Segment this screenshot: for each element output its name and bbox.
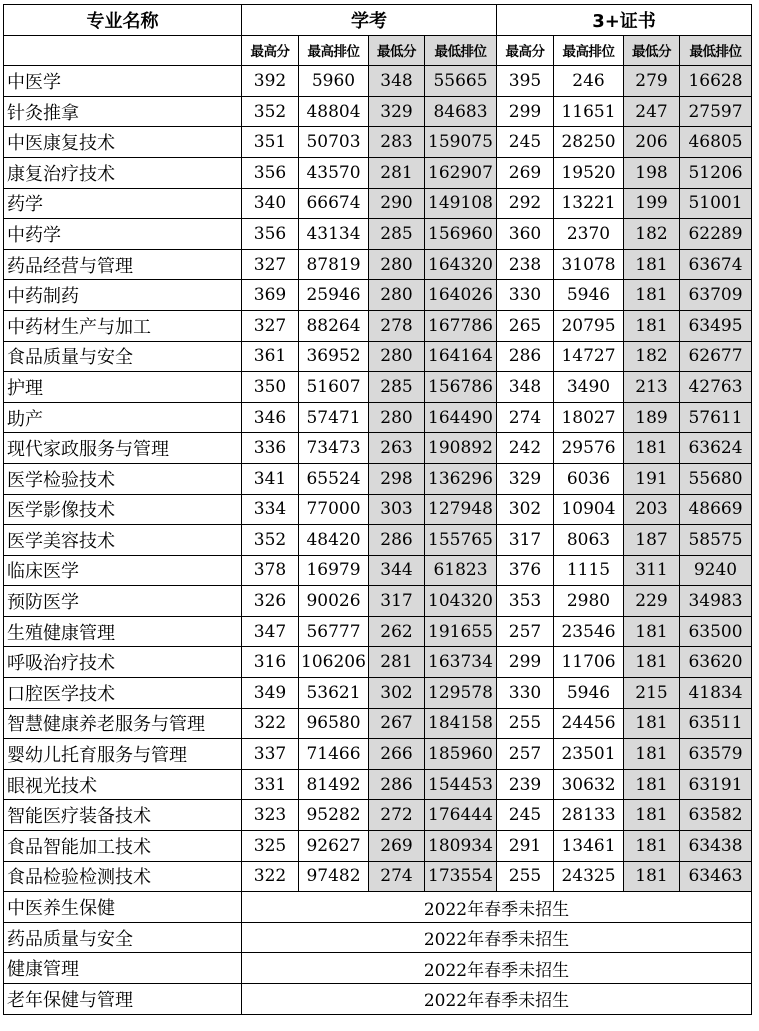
cert-max-rank-cell: 2370 — [554, 219, 624, 250]
cert-min-rank-cell: 41834 — [680, 678, 752, 709]
cert-min-rank-cell: 63500 — [680, 616, 752, 647]
xuekao-min-rank-cell: 162907 — [425, 157, 497, 188]
major-name-cell: 中医学 — [4, 66, 242, 97]
cert-min-rank-cell: 63620 — [680, 647, 752, 678]
cert-max-score-cell: 245 — [497, 800, 554, 831]
cert-max-rank-cell: 24456 — [554, 708, 624, 739]
table-row — [4, 678, 752, 709]
table-row — [4, 249, 752, 280]
xuekao-max-score-cell: 322 — [242, 708, 299, 739]
cert-max-rank-cell: 8063 — [554, 525, 624, 556]
cert-min-rank-cell: 57611 — [680, 402, 752, 433]
cert-min-score-cell: 181 — [624, 831, 680, 862]
cert-min-rank-cell: 63582 — [680, 800, 752, 831]
cert-max-rank-cell: 246 — [554, 66, 624, 97]
xuekao-min-score-cell: 267 — [369, 708, 425, 739]
cert-max-rank-cell: 18027 — [554, 402, 624, 433]
xuekao-max-score-cell: 369 — [242, 280, 299, 311]
xuekao-max-rank-cell: 48804 — [299, 96, 369, 127]
xuekao-max-score-cell: 352 — [242, 96, 299, 127]
xuekao-max-score-cell: 334 — [242, 494, 299, 525]
cert-min-rank-cell: 27597 — [680, 96, 752, 127]
cert-max-score-cell: 257 — [497, 739, 554, 770]
xuekao-group-header: 学考 — [242, 5, 497, 36]
cert-max-rank-cell: 30632 — [554, 769, 624, 800]
major-name-cell: 食品智能加工技术 — [4, 831, 242, 862]
xuekao-min-score-cell: 263 — [369, 433, 425, 464]
xuekao-min-score-cell: 280 — [369, 341, 425, 372]
cert-min-score-cell: 203 — [624, 494, 680, 525]
cert-min-score-cell: 181 — [624, 739, 680, 770]
cert-max-rank-cell: 29576 — [554, 433, 624, 464]
cert-max-score-cell: 330 — [497, 678, 554, 709]
cert-max-score-cell: 242 — [497, 433, 554, 464]
table-row — [4, 616, 752, 647]
major-name-cell: 食品质量与安全 — [4, 341, 242, 372]
cert-max-score-cell: 360 — [497, 219, 554, 250]
xuekao-min-rank-cell: 176444 — [425, 800, 497, 831]
table-row — [4, 555, 752, 586]
table-row — [4, 433, 752, 464]
major-name-cell: 康复治疗技术 — [4, 157, 242, 188]
cert-min-rank-cell: 62289 — [680, 219, 752, 250]
cert-max-rank-cell: 5946 — [554, 280, 624, 311]
major-name-header: 专业名称 — [4, 5, 242, 36]
cert-min-score-cell: 206 — [624, 127, 680, 158]
xuekao-max-rank-cell: 92627 — [299, 831, 369, 862]
xuekao-max-rank-cell: 16979 — [299, 555, 369, 586]
xuekao-max-rank-cell: 48420 — [299, 525, 369, 556]
major-name-cell: 医学美容技术 — [4, 525, 242, 556]
cert-max-score-cell: 255 — [497, 861, 554, 892]
cert-min-score-cell: 181 — [624, 861, 680, 892]
major-name-cell: 中药学 — [4, 219, 242, 250]
cert-min-rank-cell: 63495 — [680, 310, 752, 341]
cert-max-score-cell: 245 — [497, 127, 554, 158]
xuekao-max-score-cell: 323 — [242, 800, 299, 831]
cert-min-score-cell: 181 — [624, 769, 680, 800]
xuekao-max-score-cell: 341 — [242, 463, 299, 494]
xuekao-max-rank-cell: 97482 — [299, 861, 369, 892]
xuekao-min-score-cell: 285 — [369, 372, 425, 403]
cert-min-rank-cell: 51206 — [680, 157, 752, 188]
xuekao-min-rank-cell: 154453 — [425, 769, 497, 800]
admission-scores-table — [3, 4, 752, 1015]
cert-max-rank-cell: 5946 — [554, 678, 624, 709]
xuekao-min-score-cell: 302 — [369, 678, 425, 709]
cert-min-rank-cell: 58575 — [680, 525, 752, 556]
cert-max-score-cell: 292 — [497, 188, 554, 219]
cert-max-score-cell: 317 — [497, 525, 554, 556]
xuekao-min-rank-cell: 164490 — [425, 402, 497, 433]
cert-min-score-cell: 247 — [624, 96, 680, 127]
major-name-cell: 老年保健与管理 — [4, 984, 242, 1015]
xuekao-max-rank-cell: 81492 — [299, 769, 369, 800]
table-row — [4, 463, 752, 494]
xuekao-max-rank-cell: 90026 — [299, 586, 369, 617]
xuekao-min-score-cell: 298 — [369, 463, 425, 494]
table-row — [4, 157, 752, 188]
xuekao-min-score-cell: 286 — [369, 769, 425, 800]
xuekao-min-rank-cell: 155765 — [425, 525, 497, 556]
table-row — [4, 188, 752, 219]
cert-min-rank-header: 最低排位 — [680, 35, 752, 66]
cert-max-rank-cell: 10904 — [554, 494, 624, 525]
major-name-cell: 现代家政服务与管理 — [4, 433, 242, 464]
cert-max-rank-cell: 20795 — [554, 310, 624, 341]
xuekao-min-score-cell: 283 — [369, 127, 425, 158]
xuekao-min-score-cell: 290 — [369, 188, 425, 219]
cert-max-score-cell: 395 — [497, 66, 554, 97]
cert-max-score-cell: 255 — [497, 708, 554, 739]
unrecruited-row — [4, 984, 752, 1015]
table-row — [4, 127, 752, 158]
cert-max-score-cell: 238 — [497, 249, 554, 280]
cert-max-score-cell: 239 — [497, 769, 554, 800]
xuekao-max-score-cell: 350 — [242, 372, 299, 403]
xuekao-min-rank-cell: 185960 — [425, 739, 497, 770]
major-name-cell: 中药制药 — [4, 280, 242, 311]
xuekao-max-score-cell: 326 — [242, 586, 299, 617]
xuekao-min-rank-cell: 61823 — [425, 555, 497, 586]
xuekao-max-score-cell: 322 — [242, 861, 299, 892]
cert-min-rank-cell: 63674 — [680, 249, 752, 280]
xuekao-max-rank-cell: 51607 — [299, 372, 369, 403]
cert-min-score-cell: 189 — [624, 402, 680, 433]
xuekao-min-rank-cell: 164164 — [425, 341, 497, 372]
cert-min-score-cell: 181 — [624, 433, 680, 464]
cert-min-rank-cell: 48669 — [680, 494, 752, 525]
xuekao-max-rank-cell: 96580 — [299, 708, 369, 739]
xuekao-max-rank-cell: 65524 — [299, 463, 369, 494]
cert-min-score-cell: 182 — [624, 341, 680, 372]
xuekao-max-score-cell: 351 — [242, 127, 299, 158]
cert-max-score-cell: 286 — [497, 341, 554, 372]
xuekao-max-rank-cell: 53621 — [299, 678, 369, 709]
xuekao-min-rank-cell: 159075 — [425, 127, 497, 158]
xuekao-min-rank-cell: 149108 — [425, 188, 497, 219]
xuekao-max-score-cell: 336 — [242, 433, 299, 464]
table-row — [4, 402, 752, 433]
xuekao-min-score-cell: 274 — [369, 861, 425, 892]
table-row — [4, 831, 752, 862]
cert-min-rank-cell: 9240 — [680, 555, 752, 586]
xuekao-max-score-cell: 347 — [242, 616, 299, 647]
xuekao-max-rank-cell: 71466 — [299, 739, 369, 770]
not-recruited-note: 2022年春季未招生 — [242, 953, 752, 984]
major-name-cell: 中药材生产与加工 — [4, 310, 242, 341]
cert-min-rank-cell: 16628 — [680, 66, 752, 97]
xuekao-max-score-cell: 327 — [242, 249, 299, 280]
xuekao-max-rank-cell: 106206 — [299, 647, 369, 678]
cert-min-rank-cell: 51001 — [680, 188, 752, 219]
cert-max-rank-cell: 23546 — [554, 616, 624, 647]
major-name-cell: 婴幼儿托育服务与管理 — [4, 739, 242, 770]
table-row — [4, 280, 752, 311]
xuekao-min-rank-cell: 163734 — [425, 647, 497, 678]
cert-max-score-cell: 302 — [497, 494, 554, 525]
major-name-cell: 药学 — [4, 188, 242, 219]
xuekao-min-rank-cell: 191655 — [425, 616, 497, 647]
cert-max-rank-cell: 24325 — [554, 861, 624, 892]
table-row — [4, 310, 752, 341]
cert-min-score-cell: 198 — [624, 157, 680, 188]
cert-min-rank-cell: 34983 — [680, 586, 752, 617]
table-row — [4, 525, 752, 556]
not-recruited-note: 2022年春季未招生 — [242, 984, 752, 1015]
cert-max-rank-cell: 6036 — [554, 463, 624, 494]
xuekao-min-score-cell: 285 — [369, 219, 425, 250]
major-name-cell: 中医养生保健 — [4, 892, 242, 923]
xuekao-min-rank-cell: 127948 — [425, 494, 497, 525]
xuekao-min-rank-header: 最低排位 — [425, 35, 497, 66]
cert-max-score-cell: 329 — [497, 463, 554, 494]
certificate-group-header: 3+证书 — [497, 5, 752, 36]
table-row — [4, 96, 752, 127]
cert-max-rank-cell: 19520 — [554, 157, 624, 188]
not-recruited-note: 2022年春季未招生 — [242, 922, 752, 953]
xuekao-min-score-cell: 286 — [369, 525, 425, 556]
xuekao-min-score-cell: 266 — [369, 739, 425, 770]
cert-min-score-cell: 181 — [624, 647, 680, 678]
cert-min-score-cell: 279 — [624, 66, 680, 97]
blank-header-cell — [4, 35, 242, 66]
cert-min-score-cell: 181 — [624, 310, 680, 341]
xuekao-min-score-cell: 272 — [369, 800, 425, 831]
xuekao-min-score-cell: 280 — [369, 402, 425, 433]
cert-min-score-cell: 181 — [624, 800, 680, 831]
cert-max-rank-cell: 28250 — [554, 127, 624, 158]
cert-min-score-cell: 229 — [624, 586, 680, 617]
xuekao-min-score-cell: 281 — [369, 647, 425, 678]
cert-min-rank-cell: 63511 — [680, 708, 752, 739]
xuekao-min-score-cell: 278 — [369, 310, 425, 341]
xuekao-max-score-cell: 327 — [242, 310, 299, 341]
xuekao-min-score-cell: 280 — [369, 280, 425, 311]
header-row-groups — [4, 5, 752, 36]
cert-max-rank-cell: 13221 — [554, 188, 624, 219]
xuekao-max-score-cell: 356 — [242, 157, 299, 188]
major-name-cell: 口腔医学技术 — [4, 678, 242, 709]
xuekao-min-score-cell: 348 — [369, 66, 425, 97]
xuekao-max-score-cell: 340 — [242, 188, 299, 219]
xuekao-max-score-cell: 337 — [242, 739, 299, 770]
cert-max-score-cell: 265 — [497, 310, 554, 341]
xuekao-min-score-cell: 269 — [369, 831, 425, 862]
xuekao-max-rank-cell: 73473 — [299, 433, 369, 464]
cert-max-rank-cell: 11706 — [554, 647, 624, 678]
major-name-cell: 健康管理 — [4, 953, 242, 984]
xuekao-max-rank-cell: 95282 — [299, 800, 369, 831]
major-name-cell: 医学影像技术 — [4, 494, 242, 525]
cert-min-rank-cell: 63463 — [680, 861, 752, 892]
xuekao-max-rank-cell: 57471 — [299, 402, 369, 433]
xuekao-max-rank-cell: 50703 — [299, 127, 369, 158]
cert-max-score-cell: 291 — [497, 831, 554, 862]
xuekao-max-rank-cell: 25946 — [299, 280, 369, 311]
xuekao-max-score-cell: 361 — [242, 341, 299, 372]
cert-max-rank-cell: 23501 — [554, 739, 624, 770]
not-recruited-note: 2022年春季未招生 — [242, 892, 752, 923]
cert-max-score-cell: 330 — [497, 280, 554, 311]
cert-min-rank-cell: 63624 — [680, 433, 752, 464]
table-row — [4, 861, 752, 892]
cert-max-score-cell: 348 — [497, 372, 554, 403]
xuekao-max-rank-cell: 5960 — [299, 66, 369, 97]
cert-max-rank-cell: 2980 — [554, 586, 624, 617]
table-row — [4, 372, 752, 403]
table-row — [4, 708, 752, 739]
cert-min-score-cell: 181 — [624, 280, 680, 311]
cert-max-score-cell: 257 — [497, 616, 554, 647]
xuekao-min-rank-cell: 190892 — [425, 433, 497, 464]
xuekao-max-score-cell: 346 — [242, 402, 299, 433]
xuekao-max-rank-cell: 66674 — [299, 188, 369, 219]
xuekao-max-rank-cell: 43570 — [299, 157, 369, 188]
xuekao-min-score-cell: 329 — [369, 96, 425, 127]
major-name-cell: 护理 — [4, 372, 242, 403]
cert-min-score-cell: 181 — [624, 708, 680, 739]
xuekao-max-rank-cell: 56777 — [299, 616, 369, 647]
xuekao-max-rank-header: 最高排位 — [299, 35, 369, 66]
cert-min-score-cell: 215 — [624, 678, 680, 709]
table-row — [4, 586, 752, 617]
xuekao-min-rank-cell: 55665 — [425, 66, 497, 97]
xuekao-max-score-cell: 378 — [242, 555, 299, 586]
cert-max-rank-cell: 31078 — [554, 249, 624, 280]
xuekao-min-rank-cell: 180934 — [425, 831, 497, 862]
cert-min-score-header: 最低分 — [624, 35, 680, 66]
xuekao-max-score-cell: 331 — [242, 769, 299, 800]
cert-min-score-cell: 181 — [624, 616, 680, 647]
xuekao-min-rank-cell: 184158 — [425, 708, 497, 739]
cert-min-rank-cell: 46805 — [680, 127, 752, 158]
xuekao-min-score-cell: 280 — [369, 249, 425, 280]
xuekao-min-rank-cell: 164320 — [425, 249, 497, 280]
major-name-cell: 预防医学 — [4, 586, 242, 617]
xuekao-max-score-cell: 325 — [242, 831, 299, 862]
cert-max-rank-cell: 11651 — [554, 96, 624, 127]
major-name-cell: 智慧健康养老服务与管理 — [4, 708, 242, 739]
xuekao-min-rank-cell: 156786 — [425, 372, 497, 403]
major-name-cell: 生殖健康管理 — [4, 616, 242, 647]
cert-min-rank-cell: 63579 — [680, 739, 752, 770]
xuekao-min-score-cell: 281 — [369, 157, 425, 188]
xuekao-min-rank-cell: 129578 — [425, 678, 497, 709]
xuekao-min-score-cell: 262 — [369, 616, 425, 647]
major-name-cell: 食品检验检测技术 — [4, 861, 242, 892]
xuekao-max-rank-cell: 43134 — [299, 219, 369, 250]
major-name-cell: 助产 — [4, 402, 242, 433]
cert-min-score-cell: 187 — [624, 525, 680, 556]
xuekao-min-rank-cell: 104320 — [425, 586, 497, 617]
cert-max-score-cell: 299 — [497, 647, 554, 678]
cert-min-score-cell: 181 — [624, 249, 680, 280]
table-row — [4, 739, 752, 770]
table-row — [4, 647, 752, 678]
xuekao-max-score-cell: 392 — [242, 66, 299, 97]
major-name-cell: 药品经营与管理 — [4, 249, 242, 280]
xuekao-min-rank-cell: 156960 — [425, 219, 497, 250]
cert-max-rank-cell: 13461 — [554, 831, 624, 862]
xuekao-max-score-cell: 356 — [242, 219, 299, 250]
xuekao-max-rank-cell: 88264 — [299, 310, 369, 341]
xuekao-min-score-cell: 344 — [369, 555, 425, 586]
xuekao-min-rank-cell: 167786 — [425, 310, 497, 341]
table-row — [4, 341, 752, 372]
unrecruited-row — [4, 922, 752, 953]
cert-min-rank-cell: 42763 — [680, 372, 752, 403]
cert-min-score-cell: 213 — [624, 372, 680, 403]
major-name-cell: 呼吸治疗技术 — [4, 647, 242, 678]
cert-max-rank-header: 最高排位 — [554, 35, 624, 66]
major-name-cell: 药品质量与安全 — [4, 922, 242, 953]
table-row — [4, 800, 752, 831]
xuekao-min-score-header: 最低分 — [369, 35, 425, 66]
table-row — [4, 494, 752, 525]
xuekao-min-score-cell: 303 — [369, 494, 425, 525]
cert-min-score-cell: 199 — [624, 188, 680, 219]
table-row — [4, 219, 752, 250]
xuekao-max-score-cell: 316 — [242, 647, 299, 678]
xuekao-max-rank-cell: 77000 — [299, 494, 369, 525]
cert-min-rank-cell: 63438 — [680, 831, 752, 862]
unrecruited-row — [4, 953, 752, 984]
major-name-cell: 眼视光技术 — [4, 769, 242, 800]
xuekao-max-rank-cell: 36952 — [299, 341, 369, 372]
cert-max-score-cell: 353 — [497, 586, 554, 617]
xuekao-min-rank-cell: 164026 — [425, 280, 497, 311]
xuekao-min-score-cell: 317 — [369, 586, 425, 617]
cert-max-score-cell: 269 — [497, 157, 554, 188]
xuekao-max-rank-cell: 87819 — [299, 249, 369, 280]
cert-max-rank-cell: 1115 — [554, 555, 624, 586]
cert-max-score-cell: 299 — [497, 96, 554, 127]
cert-min-rank-cell: 63709 — [680, 280, 752, 311]
cert-max-rank-cell: 28133 — [554, 800, 624, 831]
major-name-cell: 智能医疗装备技术 — [4, 800, 242, 831]
major-name-cell: 医学检验技术 — [4, 463, 242, 494]
major-name-cell: 临床医学 — [4, 555, 242, 586]
header-row-columns — [4, 35, 752, 66]
xuekao-max-score-cell: 349 — [242, 678, 299, 709]
major-name-cell: 中医康复技术 — [4, 127, 242, 158]
cert-min-score-cell: 311 — [624, 555, 680, 586]
cert-max-score-cell: 376 — [497, 555, 554, 586]
table-row — [4, 769, 752, 800]
xuekao-min-rank-cell: 173554 — [425, 861, 497, 892]
xuekao-max-score-cell: 352 — [242, 525, 299, 556]
major-name-cell: 针灸推拿 — [4, 96, 242, 127]
unrecruited-row — [4, 892, 752, 923]
table-row — [4, 66, 752, 97]
cert-max-score-cell: 274 — [497, 402, 554, 433]
xuekao-min-rank-cell: 84683 — [425, 96, 497, 127]
cert-min-rank-cell: 63191 — [680, 769, 752, 800]
cert-min-rank-cell: 55680 — [680, 463, 752, 494]
cert-max-rank-cell: 3490 — [554, 372, 624, 403]
cert-min-score-cell: 182 — [624, 219, 680, 250]
xuekao-max-score-header: 最高分 — [242, 35, 299, 66]
cert-max-score-header: 最高分 — [497, 35, 554, 66]
cert-max-rank-cell: 14727 — [554, 341, 624, 372]
cert-min-score-cell: 191 — [624, 463, 680, 494]
xuekao-min-rank-cell: 136296 — [425, 463, 497, 494]
cert-min-rank-cell: 62677 — [680, 341, 752, 372]
